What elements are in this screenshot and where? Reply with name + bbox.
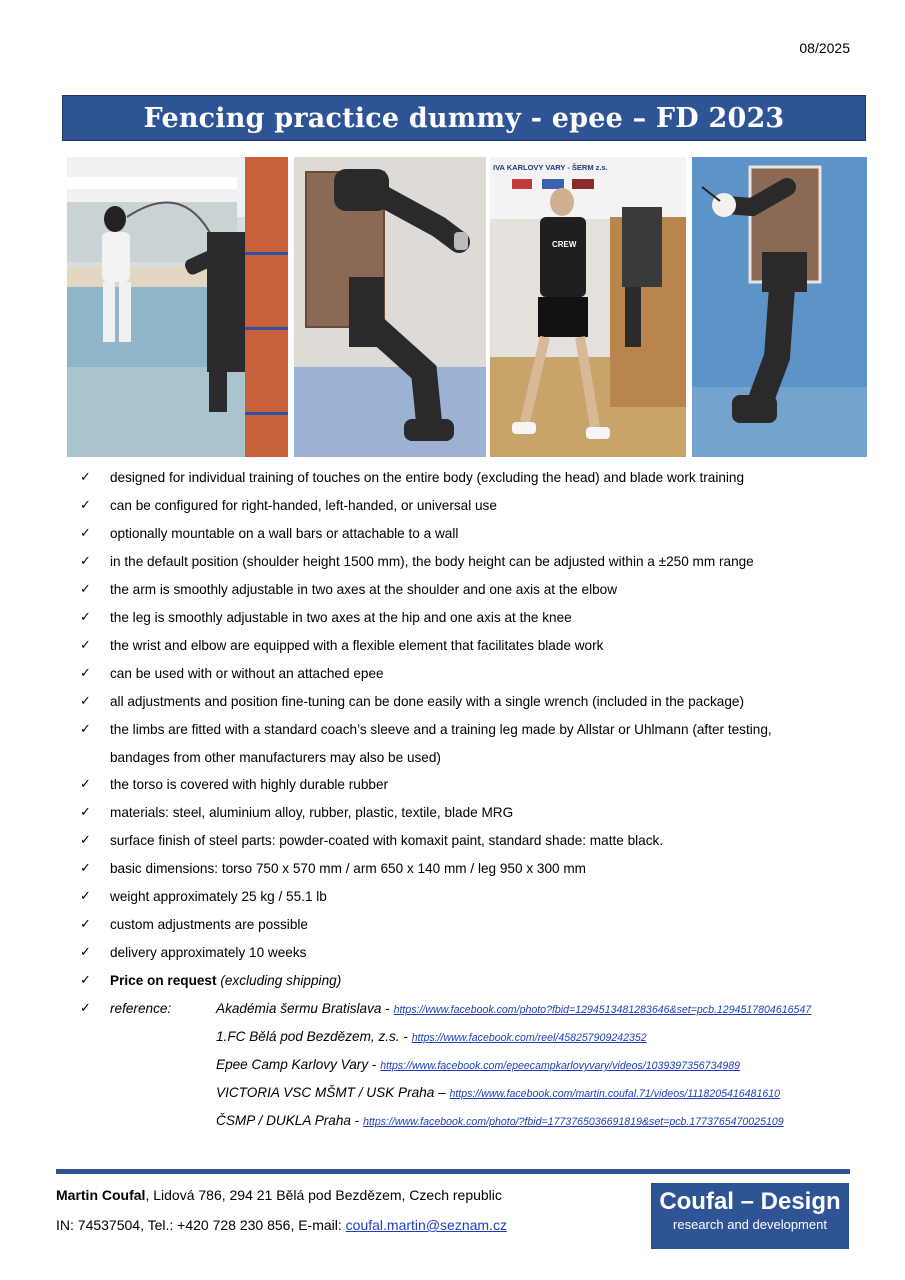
list-item: ✓ can be configured for right-handed, left-handed, or universal use	[80, 498, 497, 513]
list-item: ✓ the leg is smoothly adjustable in two axes at the hip and one axis at the knee	[80, 610, 572, 625]
check-icon: ✓	[80, 638, 91, 653]
logo-subtitle: research and development	[673, 1217, 827, 1232]
check-icon: ✓	[80, 694, 91, 709]
check-icon: ✓	[80, 805, 91, 820]
check-icon: ✓	[80, 666, 91, 681]
shirt-text: CREW	[552, 240, 577, 249]
check-icon: ✓	[80, 833, 91, 848]
list-item: ✓ basic dimensions: torso 750 x 570 mm / arm 650 x 140 mm / leg 950 x 300 mm	[80, 861, 586, 876]
email-link[interactable]: coufal.martin@seznam.cz	[345, 1217, 507, 1233]
check-icon: ✓	[80, 526, 91, 541]
reference-link[interactable]: https://www.facebook.com/reel/458257909242352	[411, 1032, 647, 1044]
list-item: ✓ surface finish of steel parts: powder-coated with komaxit paint, standard shade: matte black.	[80, 833, 664, 848]
list-item: ✓ in the default position (shoulder height 1500 mm), the body height can be adjusted within a ±250 mm range	[80, 554, 754, 569]
price-note: (excluding shipping)	[220, 973, 342, 988]
author-name: Martin Coufal	[56, 1187, 146, 1203]
check-icon: ✓	[80, 917, 91, 932]
wall-banner-text: IVA KARLOVY VARY - ŠERM z.s.	[493, 163, 608, 172]
list-item: ✓ the arm is smoothly adjustable in two axes at the shoulder and one axis at the elbow	[80, 582, 618, 597]
check-icon: ✓	[80, 973, 91, 988]
reference-row: 1.FC Bělá pod Bezdězem, z.s. - https://www.facebook.com/reel/458257909242352	[216, 1029, 647, 1044]
photo-dummy-blue-wall	[692, 157, 867, 457]
reference-row: ČSMP / DUKLA Praha - https://www.facebook.com/photo/?fbid=1773765036691819&set=pcb.1773765470025109	[216, 1113, 784, 1128]
list-item: ✓ the wrist and elbow are equipped with a flexible element that facilitates blade work	[80, 638, 604, 653]
document-date: 08/2025	[799, 40, 850, 56]
list-item: ✓ optionally mountable on a wall bars or attachable to a wall	[80, 526, 459, 541]
check-icon: ✓	[80, 554, 91, 569]
list-item: ✓ designed for individual training of touches on the entire body (excluding the head) and blade work training	[80, 470, 745, 485]
page-title: Fencing practice dummy - epee – FD 2023	[143, 102, 785, 134]
reference-row: Epee Camp Karlovy Vary - https://www.facebook.com/epeecampkarlovyvary/videos/1039397356734989	[216, 1057, 741, 1072]
photo-fencer-with-dummy	[67, 157, 288, 457]
check-icon: ✓	[80, 610, 91, 625]
check-icon: ✓	[80, 861, 91, 876]
check-icon: ✓	[80, 498, 91, 513]
footer-address: Martin Coufal, Lidová 786, 294 21 Bělá pod Bezdězem, Czech republic	[56, 1187, 502, 1203]
check-icon: ✓	[80, 889, 91, 904]
reference-row: VICTORIA VSC MŠMT / USK Praha – https://www.facebook.com/martin.coufal.71/videos/1118205416481610	[216, 1085, 781, 1100]
company-logo	[651, 1183, 849, 1249]
check-icon: ✓	[80, 777, 91, 792]
title-banner	[62, 95, 866, 141]
check-icon: ✓	[80, 722, 91, 737]
photo-crew-fencer-training	[490, 157, 686, 457]
check-icon: ✓	[80, 582, 91, 597]
check-icon: ✓	[80, 470, 91, 485]
list-item: ✓ weight approximately 25 kg / 55.1 lb	[80, 889, 327, 904]
list-item-continuation: bandages from other manufacturers may also be used)	[110, 750, 441, 765]
reference-label: reference:	[110, 1001, 172, 1016]
list-item: ✓ all adjustments and position fine-tuning can be done easily with a single wrench (included in the package)	[80, 694, 745, 709]
list-item: ✓ the torso is covered with highly durable rubber	[80, 777, 389, 792]
list-item: ✓ materials: steel, aluminium alloy, rubber, plastic, textile, blade MRG	[80, 805, 514, 820]
reference-link[interactable]: https://www.facebook.com/photo?fbid=1294513481283646&set=pcb.1294517804616547	[393, 1004, 812, 1016]
list-item: ✓ delivery approximately 10 weeks	[80, 945, 307, 960]
footer-contact: IN: 74537504, Tel.: +420 728 230 856, E-mail: coufal.martin@seznam.cz	[56, 1217, 507, 1233]
reference-link[interactable]: https://www.facebook.com/martin.coufal.71/videos/1118205416481610	[449, 1088, 781, 1100]
photo-dummy-wall-mounted	[294, 157, 486, 457]
list-item: ✓ custom adjustments are possible	[80, 917, 308, 932]
list-item: ✓ the limbs are fitted with a standard coach’s sleeve and a training leg made by Allstar or Uhlmann (after testing,	[80, 722, 772, 737]
price-label: Price on request	[110, 973, 217, 988]
logo-title: Coufal – Design	[659, 1188, 841, 1215]
reference-row: Akadémia šermu Bratislava - https://www.facebook.com/photo?fbid=1294513481283646&set=pcb.1294517804616547	[216, 1001, 812, 1016]
check-icon: ✓	[80, 945, 91, 960]
check-icon: ✓	[80, 1001, 91, 1016]
reference-link[interactable]: https://www.facebook.com/epeecampkarlovyvary/videos/1039397356734989	[380, 1060, 741, 1072]
footer-divider	[56, 1169, 850, 1174]
price-item	[80, 973, 870, 993]
reference-link[interactable]: https://www.facebook.com/photo/?fbid=1773765036691819&set=pcb.1773765470025109	[363, 1116, 784, 1128]
list-item: ✓ can be used with or without an attached epee	[80, 666, 384, 681]
